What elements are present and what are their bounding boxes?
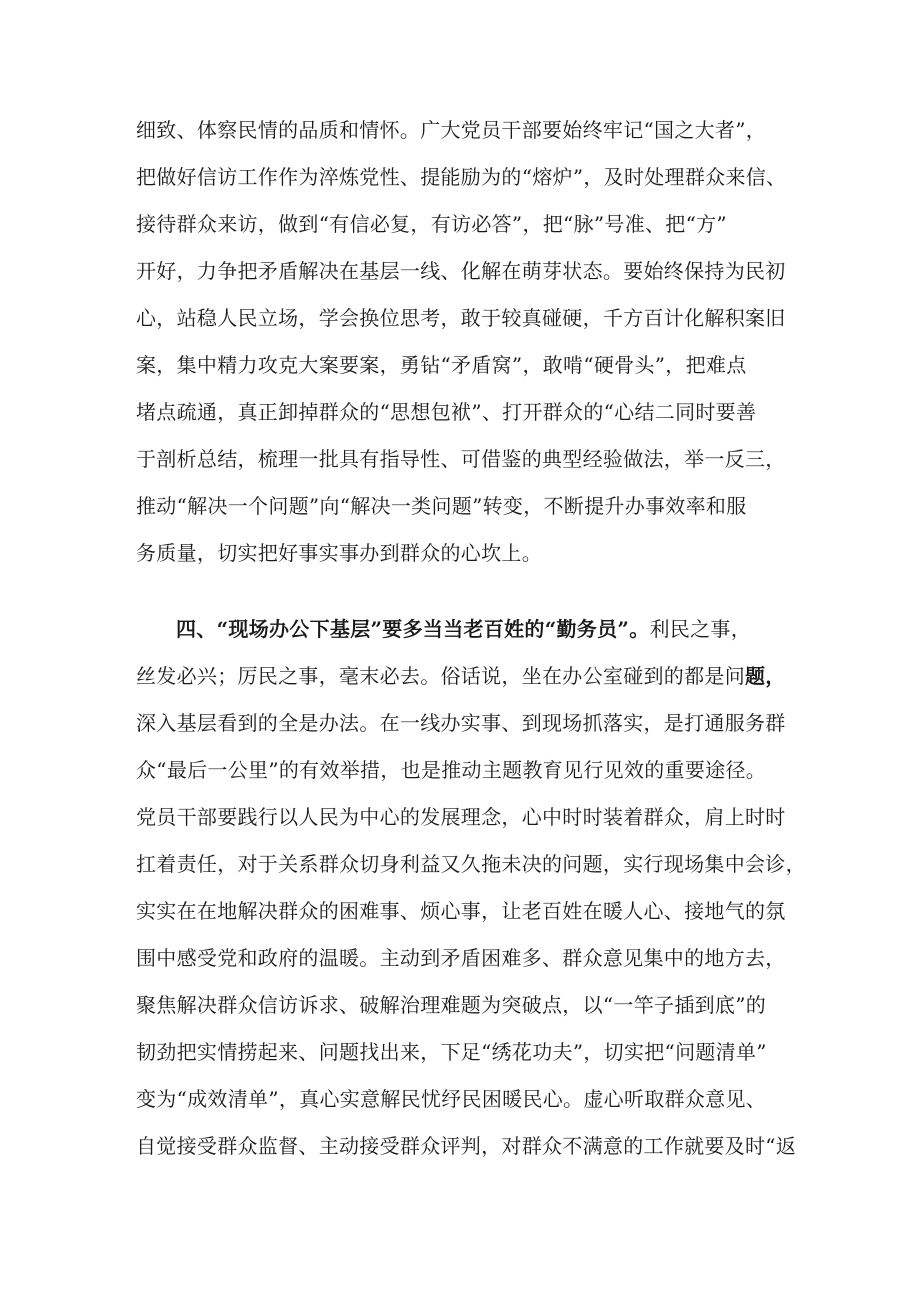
paragraph2-line-1: [176, 615, 751, 643]
paragraph1-line-1: 细致、体察民情的品质和情怀。广大党员干部要始终牢记“国之大者”，: [136, 118, 767, 142]
paragraph2-line-6: 扛着责任，对于关系群众切身利益又久拖未决的问题，实行现场集中会诊，: [136, 852, 806, 876]
paragraph2-line-11: 变为“成效清单”，真心实意解民忧纾民困暖民心。虚心听取群众意见、: [136, 1087, 767, 1111]
paragraph2-line-4: 众“最后一公里”的有效举措，也是推动主题教育见行见效的重要途径。: [136, 758, 767, 782]
paragraph2-line-2-text: 丝发必兴；厉民之事，毫末必去。俗话说，坐在办公室碰到的都是问: [136, 664, 745, 688]
paragraph2-line-9: 聚焦解决群众信访诉求、破解治理难题为突破点，以“一竿子插到底”的: [136, 993, 767, 1017]
paragraph1-line-7: 堵点疏通，真正卸掉群众的“思想包袱”、打开群众的“心结二同时要善: [136, 400, 757, 424]
paragraph1-line-9: 推动“解决一个问题”向“解决一类问题”转变，不断提升办事效率和服: [136, 494, 747, 518]
paragraph1-line-10: 务质量，切实把好事实事办到群众的心坎上。: [136, 541, 542, 565]
paragraph2-line-2: [136, 662, 786, 690]
paragraph2-line-5: 党员干部要践行以人民为中心的发展理念，心中时时装着群众，肩上时时: [136, 805, 786, 829]
paragraph1-line-3: 接待群众来访，做到“有信必复，有访必答”，把“脉”号准、把“方”: [136, 212, 727, 236]
paragraph1-line-2: 把做好信访工作作为淬炼党性、提能励为的“熔炉”，及时处理群众来信、: [136, 165, 787, 189]
paragraph1-line-6: 案，集中精力攻克大案要案，勇钻“矛盾窝”，敢啃“硬骨头”，把难点: [136, 353, 747, 377]
paragraph2-line-2-bold: 题，: [745, 664, 786, 688]
paragraph2-line-10: 韧劲把实情捞起来、问题找出来，下足“绣花功夫”，切实把“问题清单”: [136, 1040, 767, 1064]
paragraph1-line-4: 开好，力争把矛盾解决在基层一线、化解在萌芽状态。要始终保持为民初: [136, 259, 786, 283]
paragraph2-line-12: 自觉接受群众监督、主动接受群众评判，对群众不满意的工作就要及时“返: [136, 1134, 797, 1158]
paragraph1-line-5: 心，站稳人民立场，学会换位思考，敢于较真碰硬，千方百计化解积案旧: [136, 306, 786, 330]
paragraph2-line-1-rest: 利民之事，: [649, 617, 752, 641]
paragraph2-line-3: 深入基层看到的全是办法。在一线办实事、到现场抓落实，是打通服务群: [136, 711, 786, 735]
paragraph1-line-8: 于剖析总结，梳理一批具有指导性、可借鉴的典型经验做法，举一反三，: [136, 447, 786, 471]
paragraph2-line-7: 实实在在地解决群众的困难事、烦心事，让老百姓在暖人心、接地气的氛: [136, 899, 786, 923]
paragraph2-line-8: 围中感受党和政府的温暖。主动到矛盾困难多、群众意见集中的地方去，: [136, 946, 786, 970]
section-heading: 四、“现场办公下基层”要多当当老百姓的“勤务员”。: [176, 617, 650, 641]
